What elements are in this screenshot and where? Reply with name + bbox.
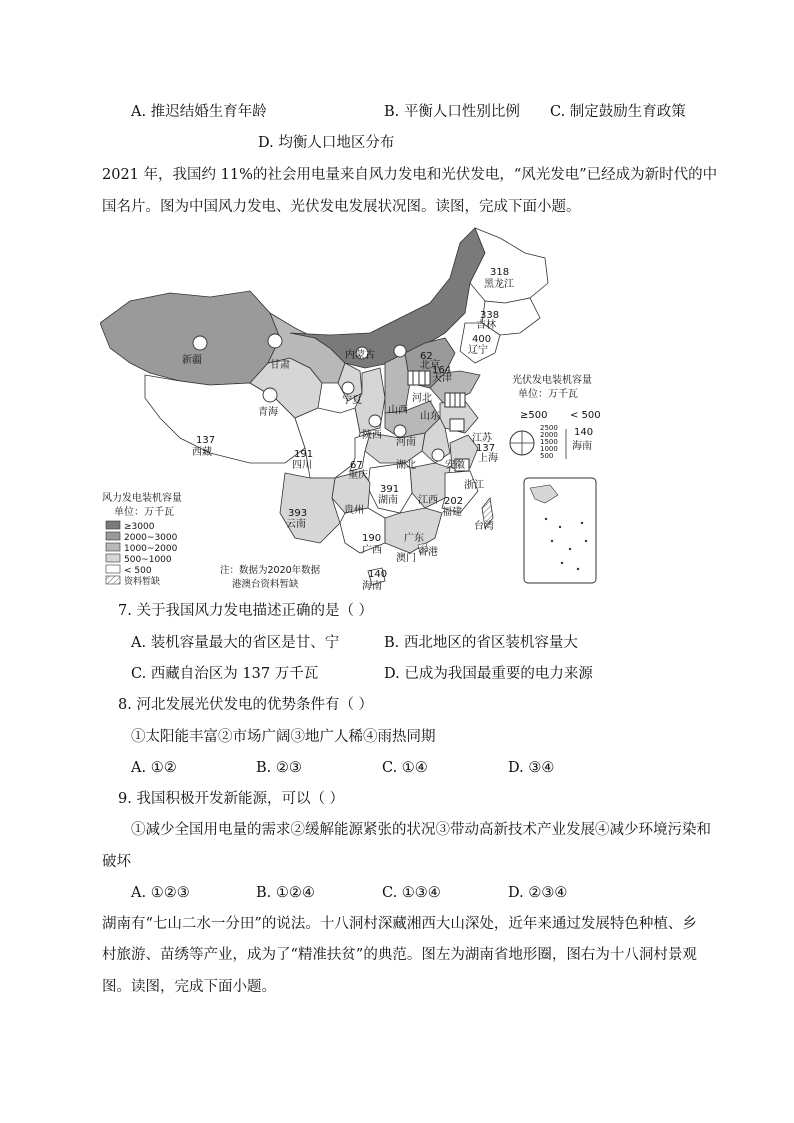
q9-items-line1: ①减少全国用电量的需求②缓解能源紧张的状况③带动高新技术产业发展④减少环境污染和 (131, 822, 711, 838)
label-beijing: 北京 (420, 360, 440, 371)
value-guangxi: 190 (362, 533, 382, 544)
label-ningxia: 宁夏 (342, 395, 362, 406)
label-aomen: 澳门 (396, 553, 416, 564)
intro2-line3: 图。读图，完成下面小题。 (102, 979, 276, 995)
label-xinjiang: 新疆 (182, 355, 202, 366)
q7-stem: 7. 关于我国风力发电描述正确的是（ ） (118, 603, 374, 619)
value-chongqing: 67 (350, 460, 363, 471)
value-fujian: 202 (444, 496, 464, 507)
q6-option-c: C. 制定鼓励生育政策 (550, 104, 686, 120)
wind-legend-swatch-5 (106, 576, 120, 584)
label-xizang: 西藏 (192, 447, 212, 458)
label-anhui: 安徽 (445, 460, 465, 471)
value-tianjin: 164 (432, 365, 452, 376)
label-xianggang: 香港 (418, 547, 438, 558)
pv-scale-2: 1500 (540, 438, 558, 446)
q8-option-a: A. ①② (131, 760, 177, 776)
q7-option-a: A. 装机容量最大的省区是甘、宁 (131, 635, 340, 651)
label-fujian: 福建 (442, 507, 462, 518)
label-jiangsu: 江苏 (472, 433, 492, 444)
value-hunan: 391 (380, 484, 400, 495)
q9-stem: 9. 我国积极开发新能源，可以（ ） (118, 791, 345, 807)
pv-legend-lt500: < 500 (570, 410, 601, 421)
value-jilin: 338 (480, 310, 500, 321)
q8-option-d: D. ③④ (508, 760, 555, 776)
label-henan: 河南 (396, 437, 416, 448)
q9-option-c: C. ①③④ (382, 885, 441, 901)
intro2-line2: 村旅游、苗绣等产业，成为了“精准扶贫”的典范。图左为湖南省地形圈，图右为十八洞村景观 (102, 947, 697, 963)
label-qinghai: 青海 (258, 407, 278, 418)
pv-scale-4: 500 (540, 452, 554, 460)
map-note-line1: 注：数据为2020年数据 (220, 565, 321, 576)
intro1-line2: 国名片。图为中国风力发电、光伏发电发展状况图。读图，完成下面小题。 (102, 199, 581, 215)
map-note-line2: 港澳台资料暂缺 (232, 579, 299, 590)
label-chongqing: 重庆 (348, 470, 368, 481)
label-guangdong: 广东 (404, 533, 424, 544)
q8-option-c: C. ①④ (382, 760, 428, 776)
region-heilongjiang (470, 228, 548, 303)
q7-option-d: D. 已成为我国最重要的电力来源 (384, 666, 593, 682)
wind-legend-title: 风力发电装机容量 (102, 493, 182, 504)
map-svg (100, 223, 630, 591)
pv-legend-example-value: 140 (574, 427, 594, 438)
intro2-line1: 湖南有“七山二水一分田”的说法。十八洞村深藏湘西大山深处，近年来通过发展特色种植、乡 (102, 916, 697, 932)
label-guizhou: 贵州 (344, 505, 364, 516)
pv-legend (510, 373, 601, 460)
label-hunan: 湖南 (378, 495, 398, 506)
value-beijing: 62 (420, 351, 433, 362)
value-xizang: 137 (196, 435, 216, 446)
value-sichuan: 191 (294, 449, 314, 460)
q6-option-a: A. 推迟结婚生育年龄 (131, 104, 267, 120)
label-hainan: 海南 (362, 581, 382, 591)
q9-option-b: B. ①②④ (256, 885, 315, 901)
q9-items-line2: 破坏 (102, 854, 131, 870)
label-shandong: 山东 (420, 411, 440, 422)
pv-scale-3: 1000 (540, 445, 558, 453)
pv-legend-unit: 单位：万千瓦 (518, 389, 578, 400)
label-tianjin: 天津 (432, 373, 452, 384)
label-hubei: 湖北 (396, 460, 416, 471)
label-yunnan: 云南 (286, 519, 306, 530)
wind-legend-swatch-0 (106, 521, 120, 529)
wind-legend-label-1: 2000~3000 (124, 533, 178, 543)
q9-option-a: A. ①②③ (131, 885, 190, 901)
value-yunnan: 393 (288, 508, 308, 519)
label-liaoning: 辽宁 (468, 345, 488, 356)
label-taiwan: 台湾 (474, 521, 494, 532)
wind-legend-swatch-3 (106, 554, 120, 562)
label-heilongjiang: 黑龙江 (484, 279, 514, 290)
wind-legend-swatch-4 (106, 565, 120, 573)
wind-legend-swatch-2 (106, 543, 120, 551)
intro1-line1: 2021 年，我国约 11%的社会用电量来自风力发电和光伏发电，“风光发电”已经成为新时代的中 (102, 167, 718, 183)
label-gansu: 甘肃 (270, 360, 290, 371)
label-neimenggu: 内蒙古 (345, 350, 375, 361)
pv-legend-title: 光伏发电装机容量 (512, 375, 592, 386)
pv-scale-0: 2500 (540, 424, 558, 432)
wind-legend-label-4: < 500 (124, 566, 152, 576)
label-jiangxi: 江西 (418, 495, 438, 506)
label-shaanxi: 陕西 (362, 430, 382, 441)
value-heilongjiang: 318 (490, 267, 510, 278)
q7-option-b: B. 西北地区的省区装机容量大 (384, 635, 578, 651)
wind-legend (102, 491, 182, 587)
wind-legend-label-5: 资料暂缺 (124, 577, 161, 587)
region-xinjiang (100, 291, 280, 385)
label-shanxi: 山西 (388, 405, 408, 416)
wind-legend-unit: 单位：万千瓦 (114, 507, 174, 518)
pv-scale-1: 2000 (540, 431, 558, 439)
wind-legend-label-3: 500~1000 (124, 555, 172, 565)
label-sichuan: 四川 (292, 460, 312, 471)
pv-legend-ge500: ≥500 (520, 410, 548, 421)
q8-stem: 8. 河北发展光伏发电的优势条件有（ ） (118, 697, 374, 713)
label-shanghai: 上海 (478, 453, 498, 464)
value-shanghai: 137 (476, 443, 496, 454)
q9-option-d: D. ②③④ (508, 885, 568, 901)
wind-legend-label-2: 1000~2000 (124, 544, 178, 554)
label-jilin: 吉林 (476, 320, 496, 331)
pv-legend-example-province: 海南 (572, 441, 592, 452)
china-energy-map (100, 223, 630, 591)
label-guangxi: 广西 (362, 545, 382, 556)
q8-option-b: B. ②③ (256, 760, 302, 776)
q6-option-b: B. 平衡人口性别比例 (384, 104, 520, 120)
q8-items: ①太阳能丰富②市场广阔③地广人稀④雨热同期 (131, 729, 436, 745)
q7-option-c: C. 西藏自治区为 137 万千瓦 (131, 666, 319, 682)
value-hainan: 140 (368, 569, 388, 580)
wind-legend-label-0: ≥3000 (124, 522, 155, 532)
q6-option-d: D. 均衡人口地区分布 (258, 135, 395, 151)
label-zhejiang: 浙江 (464, 480, 484, 491)
label-hebei: 河北 (412, 393, 432, 404)
value-liaoning: 400 (472, 334, 492, 345)
wind-legend-swatch-1 (106, 532, 120, 540)
